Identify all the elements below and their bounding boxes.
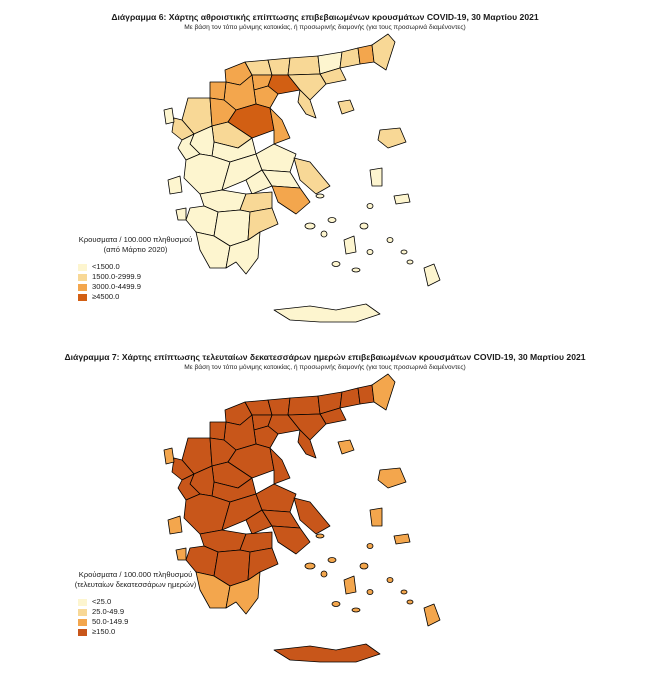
map-legend [48, 570, 223, 637]
region-lesvos [378, 128, 406, 148]
region-fthiotida [256, 484, 296, 512]
region-evros [372, 34, 395, 70]
region-xanthi [340, 388, 360, 408]
region-argolida [248, 548, 278, 580]
map-title: Διάγραμμα 6: Χάρτης αθροιστικής επίπτωσης επιβεβαιωμένων κρουσμάτων COVID-19, 30 Μαρτίου 2021 [111, 12, 539, 22]
region-ilia [186, 206, 218, 236]
region-kilkis [268, 398, 290, 415]
legend-swatch [78, 599, 87, 606]
legend-swatch [78, 274, 87, 281]
fourteen-day-incidence-map-panel [0, 340, 650, 675]
region-kilkis [268, 58, 290, 75]
legend-swatch [78, 629, 87, 636]
legend-swatch [78, 619, 87, 626]
region-corfu [164, 448, 174, 464]
region-xanthi [340, 48, 360, 68]
region-kefalonia [168, 176, 182, 194]
legend-swatch [78, 284, 87, 291]
region-crete [274, 304, 380, 322]
region-chios [370, 168, 382, 186]
region-rhodes [424, 604, 440, 626]
region-rodopi [358, 45, 374, 64]
region-samos [394, 194, 410, 204]
cumulative-incidence-map-panel [0, 0, 650, 335]
region-zakynthos [176, 548, 186, 560]
region-serres [288, 396, 320, 415]
region-corfu [164, 108, 174, 124]
legend-item: <25.0 [78, 597, 223, 607]
map-title: Διάγραμμα 7: Χάρτης επίπτωσης τελευταίων δεκατεσσάρων ημερών επιβεβαιωμένων κρουσμάτων COVID-19, 30 Μαρτίου 2021 [64, 352, 586, 362]
region-lesvos [378, 468, 406, 488]
map-legend [48, 235, 223, 302]
legend-title: Κρούσματα / 100.000 πληθυσμού (τελευταίων δεκατεσσάρων ημερών) [74, 570, 197, 589]
map-subtitle: Με βάση τον τόπο μόνιμης κατοικίας, ή προσωρινής διαμονής (για τους προσωρινά διαμένοντες) [184, 24, 466, 31]
legend-swatch [78, 294, 87, 301]
legend-swatch [78, 264, 87, 271]
region-attica [272, 526, 310, 554]
region-fthiotida [256, 144, 296, 172]
region-chios [370, 508, 382, 526]
region-crete [274, 644, 380, 662]
legend-item: <1500.0 [78, 262, 223, 272]
region-kastoria [210, 82, 226, 100]
region-magnesia [270, 108, 290, 144]
region-zakynthos [176, 208, 186, 220]
legend-item: ≥150.0 [78, 627, 223, 637]
legend-title: Κρουσματα / 100.000 πληθυσμού (από Μάρτιο 2020) [78, 235, 193, 254]
map-subtitle: Με βάση τον τόπο μόνιμης κατοικίας, ή προσωρινής διαμονής (για τους προσωρινά διαμένοντες) [184, 364, 466, 371]
region-rodopi [358, 385, 374, 404]
legend-swatch [78, 609, 87, 616]
region-limnos [338, 100, 354, 114]
small-islands [305, 194, 413, 272]
region-kastoria [210, 422, 226, 440]
legend-item: 50.0-149.9 [78, 617, 223, 627]
region-kefalonia [168, 516, 182, 534]
legend-item: 1500.0-2999.9 [78, 272, 223, 282]
region-argolida [248, 208, 278, 240]
region-rhodes [424, 264, 440, 286]
region-naxos [344, 576, 356, 594]
region-attica [272, 186, 310, 214]
region-limnos [338, 440, 354, 454]
legend-item: 3000.0-4499.9 [78, 282, 223, 292]
region-serres [288, 56, 320, 75]
region-samos [394, 534, 410, 544]
region-evros [372, 374, 395, 410]
region-naxos [344, 236, 356, 254]
legend-item: 25.0-49.9 [78, 607, 223, 617]
legend-item: ≥4500.0 [78, 292, 223, 302]
small-islands [305, 534, 413, 612]
region-magnesia [270, 448, 290, 484]
